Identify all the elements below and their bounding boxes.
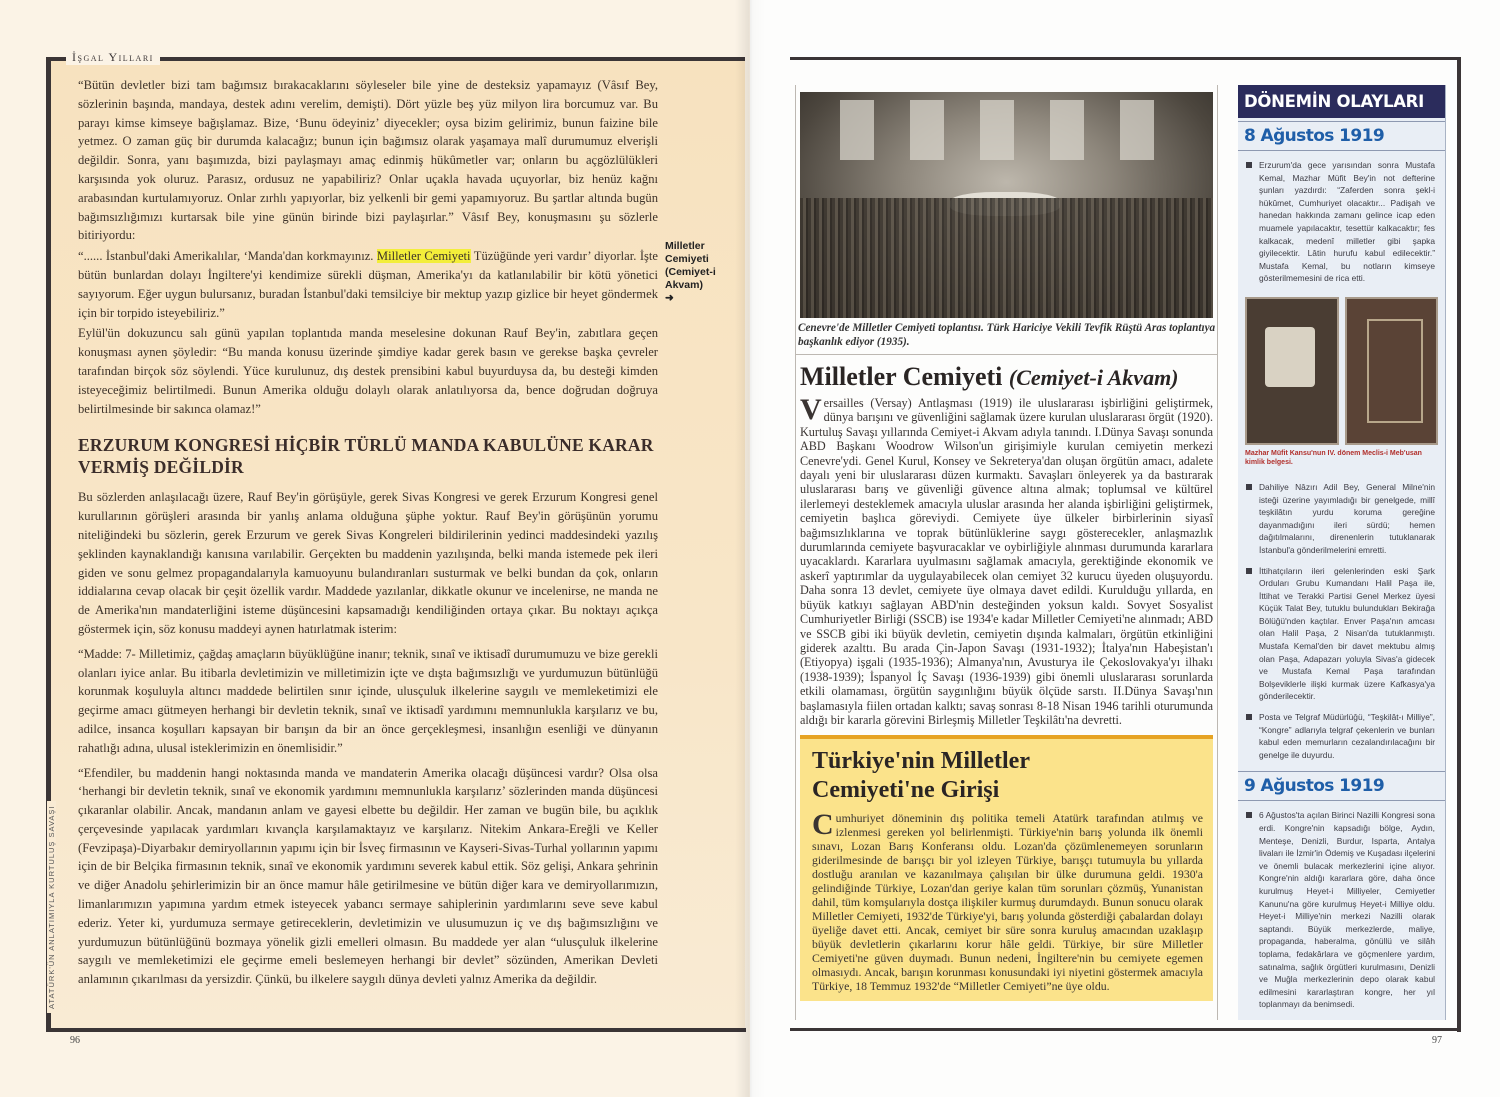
- article-title: [800, 361, 1213, 394]
- gutter-shadow: [735, 0, 765, 1097]
- page-number-left: 96: [70, 1035, 80, 1046]
- paragraph: “Efendiler, bu maddenin hangi noktasında manda ve mandaterin Amerika olacağı düşüncesi vardır? Olsa olsa ‘herhangi bir devletin teknik, sınaî ve ekonomik yardımını memnunlukla karşılarız’ sözlerinden manda düşüncesi çıkaranlar olabilir. Ancak, mandanın anlam ve gayesi elbette bu değildir. Her zaman ve bugün bile, bu açıklık çerçevesinde yapılacak yardımları kıvançla karşılamaktayız ve karşılarız. Nitekim Ankara-Ereğli ve Keller (Fevzipaşa)-Diyarbakır demiryollarının yapımı için bir İsveç firmasının ve Kayseri-Sivas-Turhal yollarının yapımı için de bir Belçika firmasının teknik, sınaî ve ekonomik yardımını severek kabul ettik. Söz gelişi, Ankara şehrinin ve diğer Anadolu şehirlerimizin bir an önce mamur hâle getirilmesine ve bütün diğer kara ve demiryollarımızın, limanlarımızın yapımına yardım etmek isteyecek yabancı sermaye sahiplerinin yardımlarını seve seve kabul ederiz. Yeter ki, yurdumuza sermaye getireceklerin, devletimizin ve ulusumuzun iç ve dış bağımsızlığını ve yurdumuzun bütünlüğünü bozmaya yönelik gizli emelleri olmasın. Bu maddede yer alan “ulusçuluk ilkelerine saygılı ve memleketimizi ele geçirme emeli beslemeyen herhangi bir devlet” sözünden, Amerikan Devleti anlamının çıkarılması da yersizdir. Çünkü, bu ilkelere saygılı dünya devleti yalnız Amerika da değildir.: [78, 765, 658, 987]
- quote-text: Tüzüğünde yeri vardır’ diyorlar. İşte bütün bunlardan dolayı İngiltere'yi kendimize sürekli düşman, Amerika'yı da katlanılabilir bir kötü yönetici sayıyorum. Eğer uygun bulursanız, buradan İstanbul'daki temsilciye bir mektup yazıp gizlice bir heyet göndermek için bir torpido isteyebiliriz.”: [78, 249, 659, 320]
- event-date: 8 Ağustos 1919: [1238, 121, 1445, 151]
- frame-line: [46, 1028, 746, 1032]
- article-title-main: Milletler Cemiyeti: [800, 362, 1009, 391]
- info-box-title: [812, 747, 1203, 805]
- identity-document-image: [1245, 297, 1438, 445]
- paragraph: Bu sözlerden anlaşılacağı üzere, Rauf Bey'in görüşüyle, gerek Sivas Kongresi ve gerek Erzurum Kongresi genel kurullarının görüşleri arasında bir yanlış anlama olduğuna şüphe yoktur. Rauf Bey'in görüşünün yorumu niteliğindeki bu sözlerin, gerek Erzurum ve gerek Sivas Kongreleri bildirilerinin yedinci maddesindeki yazılış şeklinden kaynaklandığı kanısına varılabilir. Gerçekten bu maddenin yazılışında, belki manda istemede pek ileri giden ve sonu gelmez propagandalarıyla kamuoyunu bulandıranları susturmak ve belki bundan da çok, onların iddialarına cevap olacak bir çeşit özellik vardır. Maddede yazılanlar, dikkatle okunur ve incelenirse, ne manda ne de Amerika'nın mandaterliğini isteme düşüncesini kapsamadığı kendiliğinden ortaya çıkar. Bu noktayı açıkça göstermek için, söz konusu maddeyi aynen hatırlatmak isterim:: [78, 490, 658, 636]
- quote-paragraph: [78, 247, 658, 322]
- event-date: 9 Ağustos 1919: [1238, 771, 1445, 801]
- drop-cap: C: [812, 808, 834, 842]
- left-body-text: [78, 76, 658, 991]
- drop-cap: V: [800, 393, 822, 426]
- bullet-square-icon: [1246, 162, 1252, 168]
- article-text: ersailles (Versay) Antlaşması (1919) ile uluslararası işbirliğini geliştirmek, dünya barışını ve güvenliğini sağlamak üzere kurulan uluslararası örgüt (1920). Kurtuluş Savaşı yıllarında Cemiyet-i Akvam adıyla tanındı. I.Dünya Savaşı sonunda ABD Başkanı Woodrow Wilson'un girişimiyle kurulan cemiyetin merkezi Cenevre'ydi. Genel Kurul, Konsey ve Sekreterya'dan oluşan örgütün amacı, adalete dayalı yeni bir uluslararası düzen kurmaktı. Savaşları önleyerek ya da bastırarak uluslararası barış ve güvenliği güvence altına almak; toplumsal ve kültürel ilerlemeyi desteklemek amacıyla uluslar arasında her alanda işbirliğini geliştirmek, cemiyetin başlıca göreviydi. Cemiyete üye ülkeler birbirlerinin siyasî bağımsızlıklarına ve toprak bütünlüklerine saygı gösterecekler, anlaşmazlık durumlarında cemiyete başvuracaklar ve oybirliğiyle alınması durumunda kararlara uyacaklardı. Kararlara uyulmasını sağlamak amacıyla, gerektiğinde ekonomik ve askerî yaptırımlar da uygulayabilecek olan cemiyet 32 kurucu üyeden oluşuyordu. Daha sonra 13 devlet, cemiyete üye olmaya davet edildi. Kurulduğu yıllarda, en büyük katkıyı sağlayan ABD'nin desteğinden yoksun kaldı. Sovyet Sosyalist Cumhuriyetler Birliği (SSCB) ise 1934'e kadar Milletler Cemiyeti'ne alınmadı; ABD ve SSCB gibi iki büyük devletin, cemiyetin dışında kalmaları, örgütün etkinliğini giderek azalttı. Bu arada Çin-Japon Savaşı (1931-1932); İtalya'nın Habeşistan'ı (Etiyopya) işgali (1935-1936); Almanya'nın, Avusturya ile Çekoslovakya'yı ilhakı (1938-1939); İspanyol İç Savaşı (1936-1939) gibi önemli uluslararası sorunlarda etkili olamaması, örgütün saygınlığını büyük ölçüde sarstı. II.Dünya Savaşı'nın başlamasıyla fiilen ortadan kalktı; savaş sonrası 8-18 Nisan 1946 tarihli oturumunda aldığı bir kararla görevini Birleşmiş Milletler Teşkilâtı'na devretti.: [800, 396, 1213, 727]
- event-item: [1246, 159, 1435, 285]
- photo-caption: Cenevre'de Milletler Cemiyeti toplantısı. Türk Hariciye Vekili Tevfik Rüştü Aras toplantıya başkanlık ediyor (1935).: [796, 321, 1217, 355]
- sidebar-title: DÖNEMİN OLAYLARI: [1238, 85, 1445, 118]
- bullet-square-icon: [1246, 568, 1252, 574]
- frame-line: [790, 1028, 1461, 1031]
- emblem-icon: [1367, 319, 1423, 423]
- events-sidebar: [1238, 85, 1446, 1020]
- info-box-text: umhuriyet döneminin dış politika temeli Atatürk tarafından atılmış ve izlenmesi gereken yol belirlenmişti. Türkiye'nin barış yolunda ilk önemli sınavı, Lozan Barış Konferansı oldu. Lozan'da çözümlenemeyen sorunların giderilmesinde de barışçı bir yol izleyen Türkiye, barışçı tutumuyla bu yıllarda dostluğu aranılan ve kazanılmaya çalışılan bir ülke durumuna geldi. 1930'a gelindiğinde Türkiye, Lozan'dan geriye kalan tüm sorunları çözmüş, Yunanistan dahil, tüm komşularıyla dostça ilişkiler kurmuş durumdaydı. Bunun sonucu olarak Milletler Cemiyeti, 1932'de Türkiye'yi, barış yolunda gösterdiği çabalardan dolayı üyeliğe davet etti. Ancak, cemiyet bir süre sonra kuruluş amacından uzaklaşıp büyük devletlerin çıkarlarını korur hâle geldi. Türkiye, bir süre Milletler Cemiyeti'ne güven duymadı. Bunun nedeni, İngiltere'nin bu cemiyete egemen olmasıydı. Ancak, barışın korunması konusundaki iyi niyetini göstermek amacıyla Türkiye, 18 Temmuz 1932'de “Milletler Cemiyeti”ne üye oldu.: [812, 811, 1203, 994]
- highlighted-term[interactable]: Milletler Cemiyeti: [376, 249, 471, 264]
- image-caption: Mazhar Müfit Kansu'nun IV. dönem Meclis-i Meb'usan kimlik belgesi.: [1245, 449, 1422, 466]
- article-body: [800, 393, 1213, 727]
- paragraph: Eylül'ün dokuzuncu salı günü yapılan toplantıda manda meselesine dokunan Rauf Bey'in, zabıtlara geçen konuşması aynen şöyledir: “Bu manda konusu üzerinde şimdiye kadar gerek basın ve gerekse başka çevreler tarafından birçok söz söylendi. Yüce kurulunuz, dış destek prensibini kabul buyurduysa da, bu desteği kimden isteyeceğimiz belirtilmedi. Bunun Amerika olduğu dolaylı olarak anlatılıyorsa da, bence doğrudan doğruya belirtilmesinde bir sakınca olamaz!”: [78, 326, 658, 416]
- event-item: [1246, 809, 1435, 1011]
- title-line: Türkiye'nin Milletler: [812, 748, 1030, 775]
- paragraph: “Madde: 7- Milletimiz, çağdaş amaçların büyüklüğüne inanır; teknik, sınaî ve iktisadî durumumuzu ve bize gerekli olanları iyice anlar. Bu itibarla devletimizin ve milletimizin içte ve dışta bağımsızlığı ve yurdumuzun bütünlüğü korunmak koşuluyla altıncı maddede belirtilen sınır içinde, ulusçuluk ilkelerine saygılı ve memleketimizi ele geçirme amacı gütmeyen herhangi bir devletin teknik, sınaî ve iktisadî yardımını memnunlukla karşılarız ve bu, adilce, insanca koşulları kapsayan bir barışın da bir an önce gerçekleşmesi, insanlığın esenliği ve dünyanın rahatlığı adına, ulusal isteklerimizin en önemlisidir.”: [78, 646, 658, 755]
- portrait-icon: [1265, 327, 1315, 387]
- bullet-square-icon: [1246, 812, 1252, 818]
- article-box: [795, 85, 1218, 1020]
- section-heading: ERZURUM KONGRESİ HİÇBİR TÜRLÜ MANDA KABULÜNE KARAR VERMİŞ DEĞİLDİR: [78, 435, 654, 478]
- section-label: İşgal Yılları: [66, 50, 160, 65]
- margin-note[interactable]: [665, 240, 735, 305]
- bullet-square-icon: [1246, 484, 1252, 490]
- assembly-photo: [800, 92, 1213, 318]
- title-line: Cemiyeti'ne Girişi: [812, 777, 1000, 804]
- info-box-body: [812, 808, 1203, 994]
- arrow-right-icon: ➜: [665, 292, 674, 304]
- event-text: Erzurum'da gece yarısından sonra Mustafa Kemal, Mazhar Müfit Bey'in not defterine şunları yazdırdı: “Zaferden sonra şekl-i hükûmet, Cumhuriyet olacaktır... Padişah ve hanedan hakkında zamanı gelince icap eden muamele yapılacaktır, tesettür kalkacaktır; fes kalkacak, medenî milletler gibi şapka giyilecektir. Lâtin hurufu kabul edilecektir.” Mustafa Kemal, bu notların kimseye gösterilmemesini de rica etti.: [1259, 160, 1435, 284]
- margin-note-text: Milletler Cemiyeti (Cemiyet-i Akvam): [665, 240, 716, 291]
- frame-line: [1457, 57, 1461, 1032]
- page-number-right: 97: [1432, 1035, 1442, 1046]
- info-box: [800, 735, 1213, 1001]
- quote-text: “...... İstanbul'daki Amerikalılar, ‘Manda'dan korkmayınız.: [78, 249, 377, 264]
- event-text: Posta ve Telgraf Müdürlüğü, “Teşkilât-ı Milliye”, “Kongre” adlarıyla telgraf çekenlerin ve bunları kabul eden memurların cezalandırılacağını bir genelge ile duyurdu.: [1259, 712, 1435, 760]
- side-label: ATATÜRK'ÜN ANLATIMIYLA KURTULUŞ SAVAŞI: [47, 802, 56, 1014]
- event-text: 6 Ağustos'ta açılan Birinci Nazilli Kongresi sona erdi. Kongre'nin kapsadığı bölge, Aydın, Menteşe, Denizli, Burdur, Isparta, Antalya livaları ile İzmir'in Ödemiş ve Kuşadası ilçelerini ve önemli bulacak merkezlerini içine alıyor. Kongre'nin aldığı kararlara göre, daha önce kurulmuş Heyet-i Milliyeler, Cemiyetler Kanunu'na göre kurulmuş Heyet-i Milliye oldu. Heyet-i Milliye'nin merkezi Nazilli olarak saptandı. Büyük merkezlerde, maliye, propaganda, haberalma, gönüllü ve silâh toplama, fedakârlara ve göçmenlere yardım, satınalma, sağlık örgütleri kurulmasını, Denizli ve Muğla merkezlerinin depo olarak kabul edilmesini kararlaştıran kongre, her yıl toplanmayı da benimsedi.: [1259, 810, 1435, 1010]
- event-item: [1246, 481, 1435, 557]
- frame-line: [790, 57, 1460, 60]
- event-text: Dahiliye Nâzırı Adil Bey, General Milne'nin isteği üzerine yayımladığı bir genelgede, millî teşkilâtın yurdu koruma gereğine dayanmadığını ileri sürdü; hemen dağıtılmalarını, direnenlerin tutuklanarak İstanbul'a gönderilmelerini emretti.: [1259, 481, 1435, 555]
- article-title-italic: (Cemiyet-i Akvam): [1008, 365, 1179, 390]
- bullet-square-icon: [1246, 714, 1252, 720]
- event-text: İttihatçıların ileri gelenlerinden eski Şark Orduları Grubu Kumandanı Halil Paşa ile, İttihat ve Terakki Partisi Genel Merkez üyesi Küçük Talat Bey, tutuklu bulundukları Bekirağa Bölüğü'nden kaçtılar. Enver Paşa'nın amcası olan Halil Paşa, 2 Nisan'da tutuklanmıştı. Mustafa Kemal'den bir davet mektubu almış olan Paşa, Adapazarı yoluyla Sivas'a gidecek ve Mustafa Kemal Paşa tarafından Bolşeviklerle ilişki kurmak üzere Kafkasya'ya gönderilecektir.: [1259, 565, 1435, 702]
- event-item: [1246, 565, 1435, 704]
- paragraph: “Bütün devletler bizi tam bağımsız bırakacaklarını söyleseler bile yine de desteksiz yapamayız (Vâsıf Bey, sözlerinin başında, mandaya, destek adını verelim, demişti). Dört yüzle beş yüz milyon lira borcumuz var. Bu parayı kimse kimseye bağışlamaz. Bize, ‘Bunu ödeyiniz’ diyecekler; oysa bizim gelirimiz, bunun faizine bile yetmez. O zaman güç bir durumda kalacağız; bunun için bağımsız olarak yaşamaya malî durumumuz elverişli değildir. Sonra, yanı başımızda, bizi paylaşmayı amaç edinmiş hükûmetler var; onların bu açgözlülükleri karşısında yok oluruz. Parasız, ordusuz ne yapabiliriz? Onlar uçakla havada uçuyorlar, biz henüz kağnı arabasından kurtulamıyoruz. Onlar zırhlı yapıyorlar, biz yelkenli bir gemi yapamıyoruz. Bu şartlar altında bugün bağımsızlığımızı kurtarsak bile yine günün birinde bizi paylaşırlar.” Vâsıf Bey, konuşmasını şu sözlerle bitiriyordu:: [78, 78, 658, 243]
- event-item: [1246, 711, 1435, 761]
